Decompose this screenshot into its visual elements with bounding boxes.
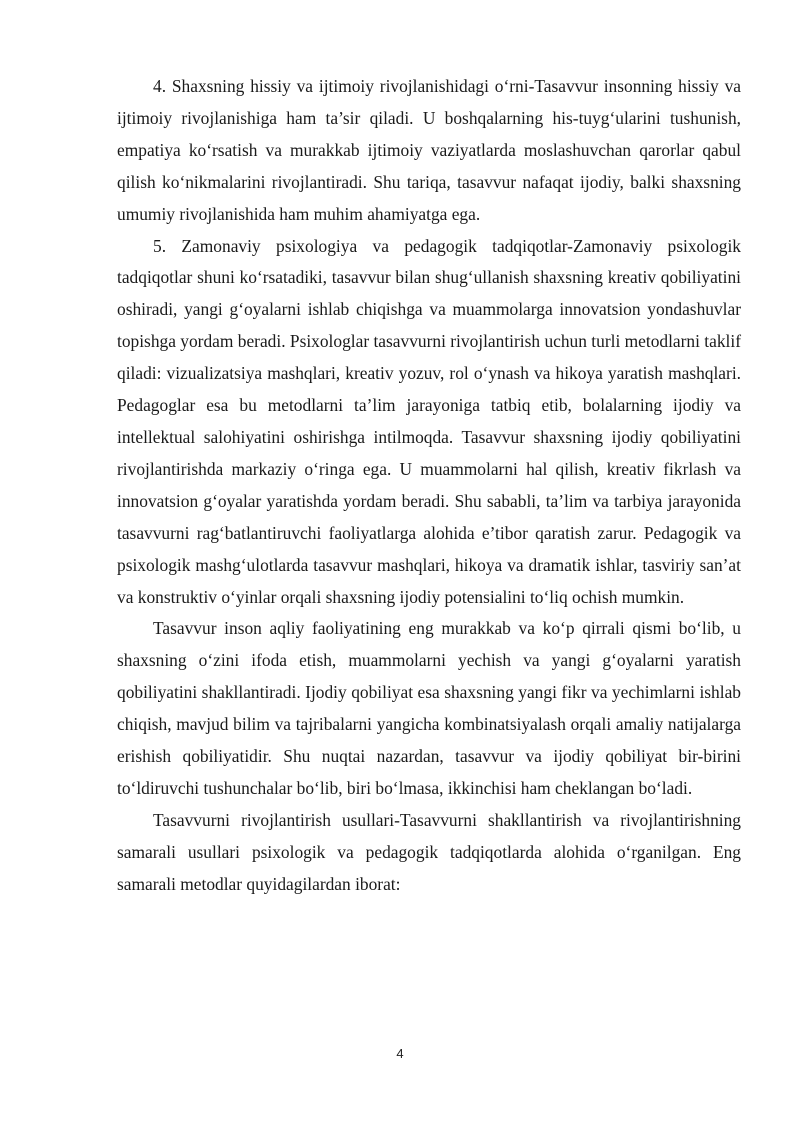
document-page xyxy=(117,71,741,901)
paragraph-modern-research: 5. Zamonaviy psixologiya va pedagogik tadqiqotlar-Zamonaviy psixologik tadqiqotlar shuni ko‘rsatadiki, tasavvur bilan shug‘ullanish shaxsning kreativ qobiliyatini oshiradi, yangi g‘oyalarni ishlab chiqishga va muammolarga innovatsion yondashuvlar topishga yordam beradi. Psixologlar tasavvurni rivojlantirish uchun turli metodlarni taklif qiladi: vizualizatsiya mashqlari, kreativ yozuv, rol o‘ynash va hikoya yaratish mashqlari. Pedagoglar esa bu metodlarni ta’lim jarayoniga tatbiq etib, bolalarning ijodiy va intellektual salohiyatini oshirishga intilmoqda. Tasavvur shaxsning ijodiy qobiliyatini rivojlantirishda markaziy o‘ringa ega. U muammolarni hal qilish, kreativ fikrlash va innovatsion g‘oyalar yaratishda yordam beradi. Shu sababli, ta’lim va tarbiya jarayonida tasavvurni rag‘batlantiruvchi faoliyatlarga alohida e’tibor qaratish zarur. Pedagogik va psixologik mashg‘ulotlarda tasavvur mashqlari, hikoya va dramatik ishlar, tasviriy san’at va konstruktiv o‘yinlar orqali shaxsning ijodiy potensialini to‘liq ochish mumkin. xyxy=(117,235,742,607)
paragraph-imagination-creativity: Tasavvur inson aqliy faoliyatining eng murakkab va ko‘p qirrali qismi bo‘lib, u shaxsning o‘zini ifoda etish, muammolarni yechish va yangi g‘oyalarni yaratish qobiliyatini shakllantiradi. Ijodiy qobiliyat esa shaxsning yangi fikr va yechimlarni ishlab chiqish, mavjud bilim va tajribalarni yangicha kombinatsiyalash orqali amaliy natijalarga erishish qobiliyatidir. Shu nuqtai nazardan, tasavvur va ijodiy qobiliyat bir-birini to‘ldiruvchi tushunchalar bo‘lib, biri bo‘lmasa, ikkinchisi ham cheklangan bo‘ladi. xyxy=(117,618,741,798)
page-number: 4 xyxy=(396,1046,404,1061)
paragraph-emotional-social-role: 4. Shaxsning hissiy va ijtimoiy rivojlanishidagi o‘rni-Tasavvur insonning hissiy va ijtimoiy rivojlanishiga ham ta’sir qiladi. U boshqalarning his-tuyg‘ularini tushunish, empatiya ko‘rsatish va murakkab ijtimoiy vaziyatlarda moslashuvchan qarorlar qabul qilish ko‘nikmalarini rivojlantiradi. Shu tariqa, tasavvur nafaqat ijodiy, balki shaxsning umumiy rivojlanishida ham muhim ahamiyatga ega. xyxy=(117,76,741,224)
paragraph-development-methods: Tasavvurni rivojlantirish usullari-Tasavvurni shakllantirish va rivojlantirishning samarali usullari psixologik va pedagogik tadqiqotlarda alohida o‘rganilgan. Eng samarali metodlar quyidagilardan iborat: xyxy=(117,809,741,894)
